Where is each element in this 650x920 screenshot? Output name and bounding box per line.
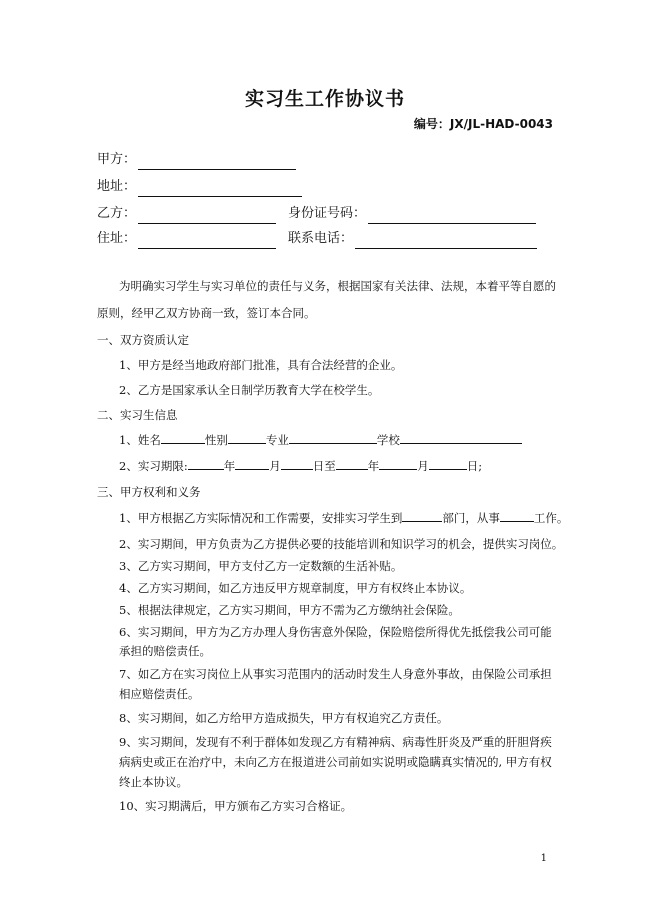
section3-item-7-line-2: 相应赔偿责任。 — [119, 687, 200, 701]
section3-item-6-line-1: 6、实习期间，甲方为乙方办理人身伤害意外保险，保险赔偿所得优先抵偿我公司可能 — [119, 625, 552, 639]
party-b-blank[interactable] — [138, 208, 276, 224]
item1-text-b: 部门，从事 — [442, 511, 500, 525]
day-end-label: 日; — [466, 459, 483, 473]
party-a-field — [97, 150, 296, 170]
section3-item-9-line-3: 终止本协议。 — [119, 775, 188, 789]
section3-item-4: 4、乙方实习期间，如乙方违反甲方规章制度，甲方有权终止本协议。 — [119, 581, 472, 595]
party-b-field — [97, 204, 276, 224]
school-label: 学校 — [376, 433, 400, 447]
residence-label: 住址： — [97, 231, 137, 246]
gender-blank[interactable] — [228, 430, 266, 444]
section3-item-7-line-1: 7、如乙方在实习岗位上从事实习范围内的活动时发生人身意外事故，由保险公司承担 — [119, 667, 552, 681]
year-label: 年 — [223, 459, 236, 473]
job-blank[interactable] — [500, 508, 534, 522]
party-b-label: 乙方： — [97, 206, 137, 221]
day-to-label: 日至 — [312, 459, 336, 473]
phone-blank[interactable] — [355, 233, 537, 249]
section3-item-9-line-1: 9、实习期间，发现有不利于群体如发现乙方有精神病、病毒性肝炎及严重的肝胆肾疾 — [119, 735, 552, 749]
party-a-blank[interactable] — [138, 154, 296, 170]
item1-text-c: 工作。 — [533, 511, 569, 525]
name-blank[interactable] — [161, 430, 205, 444]
end-year-blank[interactable] — [336, 456, 368, 470]
internship-period-line — [119, 456, 482, 476]
name-label: 1、姓名 — [119, 433, 161, 447]
document-title: 实习生工作协议书 — [244, 88, 405, 110]
end-day-blank[interactable] — [429, 456, 467, 470]
section1-heading: 一、双方资质认定 — [97, 333, 189, 347]
intro-line-2: 原则，经甲乙双方协商一致，签订本合同。 — [97, 306, 316, 320]
month-label: 月 — [269, 459, 281, 473]
section3-item-10: 10、实习期满后，甲方颁布乙方实习合格证。 — [119, 799, 353, 813]
item1-text-a: 1、甲方根据乙方实际情况和工作需要，安排实习学生到 — [119, 511, 403, 525]
period-label: 2、实习期限: — [119, 459, 188, 473]
section3-item-2: 2、实习期间，甲方负责为乙方提供必要的技能培训和知识学习的机会，提供实习岗位。 — [119, 537, 564, 551]
address-blank[interactable] — [138, 181, 302, 197]
intro-line-1: 为明确实习学生与实习单位的责任与义务，根据国家有关法律、法规，本着平等自愿的 — [119, 279, 556, 293]
gender-label: 性别 — [204, 433, 228, 447]
address-label: 地址： — [97, 179, 137, 194]
major-blank[interactable] — [289, 430, 377, 444]
section1-item-2: 2、乙方是国家承认全日制学历教育大学在校学生。 — [119, 383, 380, 397]
party-a-label: 甲方： — [97, 152, 137, 167]
id-number-blank[interactable] — [368, 208, 536, 224]
section2-heading: 二、实习生信息 — [97, 408, 178, 422]
school-blank[interactable] — [400, 430, 522, 444]
address-field — [97, 177, 302, 197]
student-info-line — [119, 430, 522, 450]
start-day-blank[interactable] — [281, 456, 313, 470]
year-label-2: 年 — [367, 459, 380, 473]
id-number-field — [288, 204, 536, 224]
end-month-blank[interactable] — [379, 456, 417, 470]
id-number-label: 身份证号码： — [288, 206, 367, 221]
start-month-blank[interactable] — [235, 456, 269, 470]
month-label-2: 月 — [417, 459, 429, 473]
residence-field — [97, 229, 276, 249]
section1-item-1: 1、甲方是经当地政府部门批准，具有合法经营的企业。 — [119, 358, 403, 372]
document-number: 编号：JX/JL-HAD-0043 — [413, 117, 553, 131]
section3-item-9-line-2: 病病史或正在治疗中，未向乙方在报道进公司前如实说明或隐瞒真实情况的, 甲方有权 — [119, 755, 552, 769]
phone-field — [288, 229, 537, 249]
start-year-blank[interactable] — [188, 456, 224, 470]
page-number: 1 — [540, 853, 547, 864]
section3-item-1 — [119, 508, 568, 528]
department-blank[interactable] — [402, 508, 442, 522]
section3-heading: 三、甲方权利和义务 — [97, 485, 201, 499]
section3-item-8: 8、实习期间，如乙方给甲方造成损失，甲方有权追究乙方责任。 — [119, 711, 449, 725]
phone-label: 联系电话： — [288, 231, 354, 246]
section3-item-3: 3、乙方实习期间，甲方支付乙方一定数额的生活补贴。 — [119, 559, 403, 573]
residence-blank[interactable] — [138, 233, 276, 249]
section3-item-5: 5、根据法律规定，乙方实习期间，甲方不需为乙方缴纳社会保险。 — [119, 603, 460, 617]
section3-item-6-line-2: 承担的赔偿责任。 — [119, 644, 211, 658]
major-label: 专业 — [265, 433, 289, 447]
